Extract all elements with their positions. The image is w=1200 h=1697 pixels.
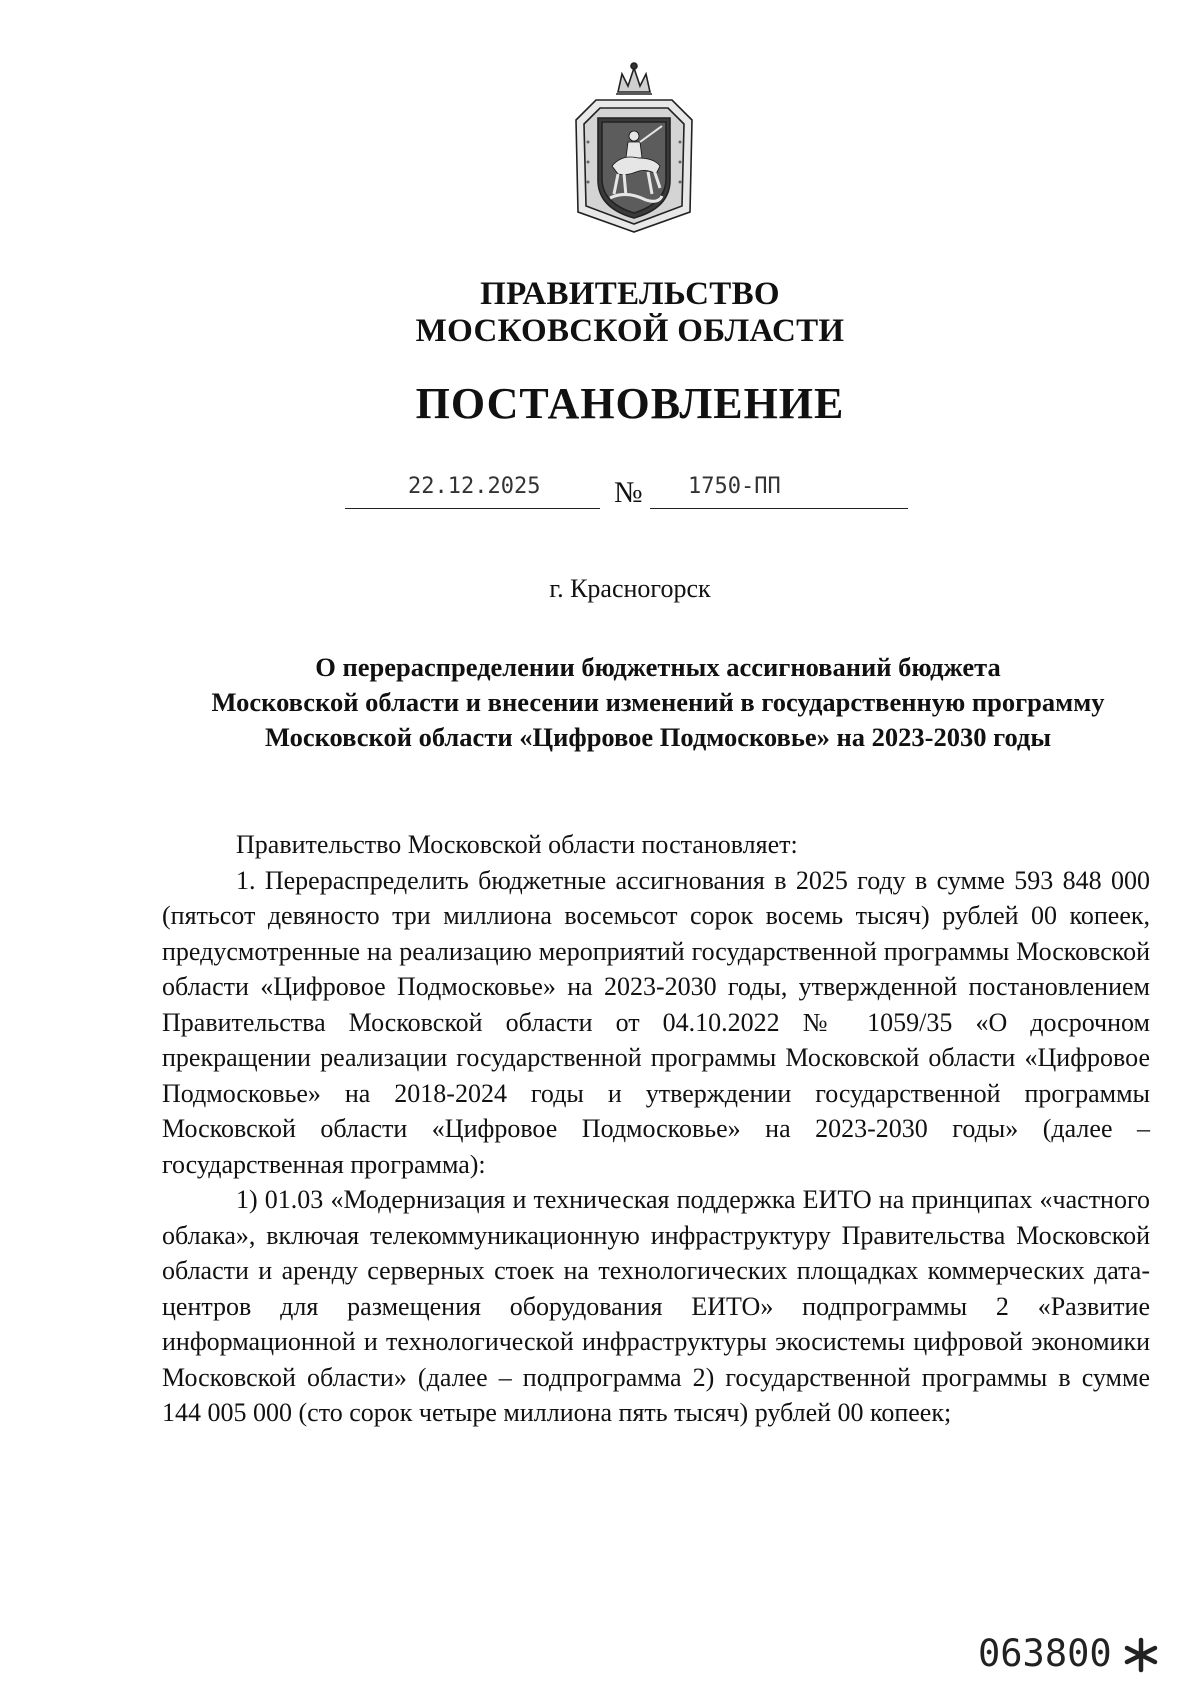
org-name-line-2: МОСКОВСКОЙ ОБЛАСТИ [415, 313, 845, 349]
resolution-title [168, 650, 1148, 755]
title-line-3: Московской области «Цифровое Подмосковье» на 2023-2030 годы [264, 722, 1052, 752]
city-name: г. Красногорск [549, 574, 711, 603]
page-serial-number: 063800 [978, 1632, 1112, 1675]
coat-of-arms-icon [566, 62, 702, 234]
item-1-1-paragraph: 1) 01.03 «Модернизация и техническая поддержка ЕИТО на принципах «частного облака», включая телекоммуникационную инфраструктуру Правительства Московской области и аренду серверных стоек на технологических площадках коммерческих дата-центров для размещения оборудования ЕИТО» подпрограммы 2 «Развитие информационной и технологической инфраструктуры экосистемы цифровой экономики Московской области» (далее – подпрограмма 2) государственной программы в сумме 144 005 000 (сто сорок четыре миллиона пять тысяч) рублей 00 копеек; [162, 1185, 1150, 1427]
registration-number: 1750-ПП [688, 474, 781, 499]
org-name-line-1: ПРАВИТЕЛЬСТВО [480, 276, 780, 312]
document-type-title: ПОСТАНОВЛЕНИЕ [415, 379, 845, 428]
number-sign: № [614, 476, 643, 509]
asterisk-icon [1122, 1636, 1160, 1674]
item-1-paragraph: 1. Перераспределить бюджетные ассигнования в 2025 году в сумме 593 848 000 (пятьсот девяносто три миллиона восемьсот сорок восемь тысяч) рублей 00 копеек, предусмотренные на реализацию мероприятий государственной программы Московской области «Цифровое Подмосковье» на 2023-2030 годы, утвержденной постановлением Правительства Московской области от 04.10.2022 № 1059/35 «О досрочном прекращении реализации государственной программы Московской области «Цифровое Подмосковье» на 2018-2024 годы и утверждении государственной программы Московской области «Цифровое Подмосковье» на 2023-2030 годы» (далее – государственная программа): [162, 865, 1150, 1179]
resolution-body [162, 827, 1150, 1431]
number-underline [650, 508, 908, 509]
date-underline [345, 508, 600, 509]
title-line-1: О перераспределении бюджетных ассигнований бюджета [315, 652, 1001, 682]
registration-date: 22.12.2025 [408, 474, 541, 499]
title-line-2: Московской области и внесении изменений в государственную программу [211, 687, 1105, 717]
intro-paragraph: Правительство Московской области постановляет: [236, 830, 798, 859]
